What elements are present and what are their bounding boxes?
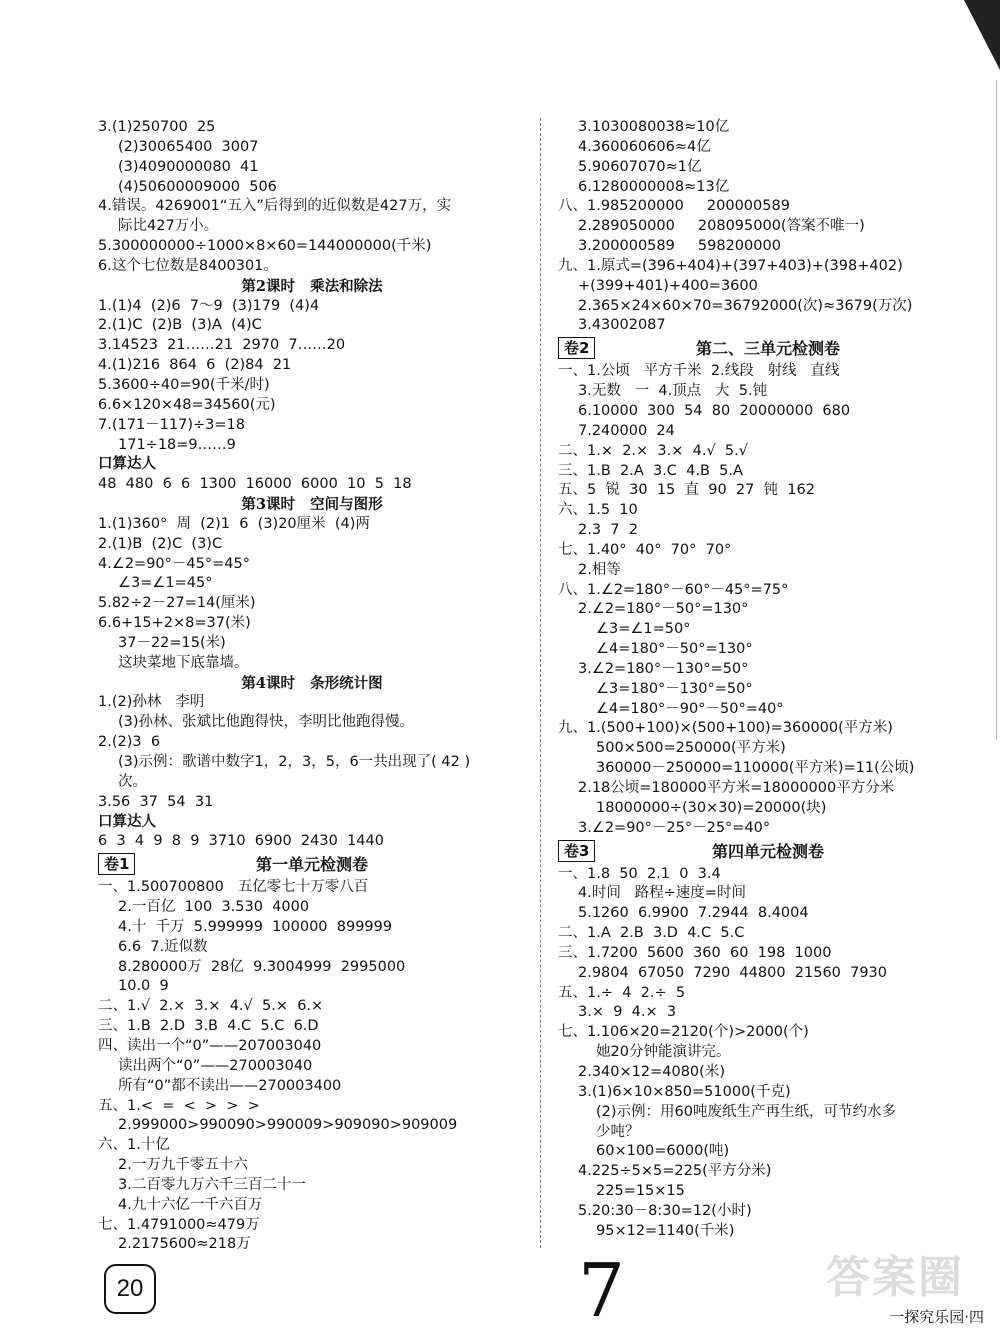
answer-line: 2.一百亿 100 3.530 4000 bbox=[118, 899, 310, 916]
answer-line: 2.289050000 208095000(答案不唯一) bbox=[578, 218, 865, 235]
answer-line: 6.10000 300 54 80 20000000 680 bbox=[578, 402, 851, 419]
watermark-logo bbox=[822, 1240, 992, 1312]
answer-line: 1.(2)孙林 李明 bbox=[98, 694, 205, 711]
answer-line: 60×100=6000(吨) bbox=[596, 1143, 730, 1160]
answer-line: 8.280000万 28亿 9.3004999 2995000 bbox=[118, 958, 406, 975]
answer-line: 3.43002087 bbox=[578, 317, 666, 334]
answer-line: 5.300000000÷1000×8×60=144000000(千米) bbox=[98, 238, 432, 255]
answer-line: 四、读出一个“0”——207003040 bbox=[98, 1037, 322, 1054]
answer-line: 5.90607070≈1亿 bbox=[578, 158, 702, 175]
page-corner-shadow bbox=[954, 0, 1000, 70]
section-label: 口算达人 bbox=[98, 456, 156, 473]
answer-line: 48 480 6 6 1300 16000 6000 10 5 18 bbox=[98, 476, 412, 493]
answer-line: 3.无数 一 4.顶点 大 5.钝 bbox=[578, 383, 768, 400]
answer-line: 2.(1)B (2)C (3)C bbox=[98, 535, 223, 552]
answer-line: 读出两个“0”——270003040 bbox=[118, 1057, 313, 1074]
answer-line: 三、1.B 2.D 3.B 4.C 5.C 6.D bbox=[98, 1018, 319, 1035]
answer-line: 2.一万九千零五十六 bbox=[118, 1157, 248, 1174]
answer-line: 八、1.∠2=180°－60°－45°=75° bbox=[558, 581, 789, 598]
unit-test-title: 第四单元检测卷 bbox=[711, 841, 824, 861]
answer-line: 八、1.985200000 200000589 bbox=[558, 198, 790, 215]
answer-line: 225=15×15 bbox=[596, 1183, 685, 1200]
unit-test-header bbox=[558, 839, 978, 865]
answer-line: (4)50600009000 506 bbox=[118, 178, 277, 195]
answer-line: 二、1.A 2.B 3.D 4.C 5.C bbox=[558, 925, 745, 942]
answer-line: 2.340×12=4080(米) bbox=[578, 1063, 725, 1080]
answer-line: 6.6×120×48=34560(元) bbox=[98, 396, 276, 413]
answer-line: 6.6+15+2×8=37(米) bbox=[98, 615, 251, 632]
answer-line: 三、1.B 2.A 3.C 4.B 5.A bbox=[558, 462, 743, 479]
answer-line: 3.二百零九万六千三百二十一 bbox=[118, 1176, 306, 1193]
answer-line: (2)示例：用60吨废纸生产再生纸，可节约水多 bbox=[596, 1103, 896, 1120]
answer-line: 一、1.500700800 五亿零七十万零八百 bbox=[98, 879, 369, 896]
answer-line: 际比427万小。 bbox=[118, 218, 219, 235]
answer-line: 18000000÷(30×30)=20000(块) bbox=[596, 799, 827, 816]
lesson-heading: 第3课时 空间与图形 bbox=[241, 496, 383, 514]
answer-line: 10.0 9 bbox=[118, 978, 169, 995]
answer-line: 次。 bbox=[118, 773, 147, 790]
answer-line: 3.× 9 4.× 3 bbox=[578, 1004, 677, 1021]
answer-line: 4.九十六亿一千六百万 bbox=[118, 1196, 263, 1213]
answer-line: 1.(1)360° 周 (2)1 6 (3)20厘米 (4)两 bbox=[98, 515, 370, 532]
answer-line: 4.时间 路程÷速度=时间 bbox=[578, 885, 746, 902]
answer-line: 3.(1)6×10×850=51000(千克) bbox=[578, 1083, 791, 1100]
answer-line: ∠4=180°－90°－50°=40° bbox=[596, 700, 784, 717]
answer-line: (2)30065400 3007 bbox=[118, 138, 259, 155]
unit-test-header bbox=[98, 852, 526, 878]
answer-line: +(399+401)+400=3600 bbox=[578, 277, 758, 294]
answer-line: 1.(1)4 (2)6 7～9 (3)179 (4)4 bbox=[98, 297, 320, 314]
answer-line: 2.∠2=180°－50°=130° bbox=[578, 601, 749, 618]
answer-line: 3.14523 21……21 2970 7……20 bbox=[98, 337, 346, 354]
answer-line: 2.相等 bbox=[578, 561, 621, 578]
answer-line: ∠4=180°－50°=130° bbox=[596, 641, 753, 658]
unit-test-title: 第一单元检测卷 bbox=[255, 855, 368, 875]
answer-line: 3.1030080038≈10亿 bbox=[578, 119, 730, 135]
unit-test-tag: 卷3 bbox=[558, 840, 595, 862]
answer-line: 4.360060606≈4亿 bbox=[578, 138, 711, 155]
answer-line: (3)4090000080 41 bbox=[118, 158, 259, 175]
answer-line: 2.18公顷=180000平方米=18000000平方分米 bbox=[578, 780, 895, 796]
answer-column-left bbox=[98, 118, 526, 1255]
answer-line: 5.3600÷40=90(千米/时) bbox=[98, 376, 270, 393]
answer-line: ∠3=∠1=50° bbox=[596, 621, 691, 638]
answer-line: 3.200000589 598200000 bbox=[578, 238, 781, 255]
unit-test-header bbox=[558, 336, 978, 362]
answer-line: (3)示例：歌谱中数字1，2，3，5，6一共出现了( 42 ) bbox=[118, 754, 471, 770]
answer-line: (3)孙林、张斌比他跑得快，李明比他跑得慢。 bbox=[118, 714, 415, 731]
answer-line: 2.(1)C (2)B (3)A (4)C bbox=[98, 317, 262, 334]
answer-line: 三、1.7200 5600 360 60 198 1000 bbox=[558, 944, 832, 961]
column-divider bbox=[540, 118, 541, 1248]
answer-line: 2.3 7 2 bbox=[578, 522, 638, 539]
answer-line: 7.(171－117)÷3=18 bbox=[98, 416, 245, 433]
answer-line: ∠3=180°－130°=50° bbox=[596, 680, 753, 697]
answer-line: 3.∠2=90°－25°－25°=40° bbox=[578, 819, 771, 836]
answer-line: 171÷18=9……9 bbox=[118, 436, 236, 453]
answer-line: 4.十 千万 5.999999 100000 899999 bbox=[118, 918, 393, 935]
answer-line: 九、1.原式=(396+404)+(397+403)+(398+402) bbox=[558, 257, 903, 274]
book-series-name: 一探究乐园·四 bbox=[889, 1308, 984, 1326]
answer-line: 2.365×24×60×70=36792000(次)≈3679(万次) bbox=[578, 297, 913, 314]
answer-line: 4.错误。4269001“五入”后得到的近似数是427万，实 bbox=[98, 198, 452, 215]
unit-test-tag: 卷2 bbox=[558, 337, 595, 359]
answer-line: 4.∠2=90°－45°=45° bbox=[98, 555, 250, 572]
answer-line: 360000－250000=110000(平方米)=11(公顷) bbox=[596, 760, 915, 777]
answer-line: 2.999000>990090>990009>909090>909009 bbox=[118, 1117, 458, 1134]
unit-test-title: 第二、三单元检测卷 bbox=[695, 339, 840, 359]
answer-line: 七、1.4791000≈479万 bbox=[98, 1216, 260, 1233]
answer-line: 五、1.< = < > > > bbox=[98, 1097, 260, 1114]
answer-line: 一、1.8 50 2.1 0 3.4 bbox=[558, 865, 721, 882]
answer-line: 6.这个七位数是8400301。 bbox=[98, 257, 278, 274]
unit-test-tag: 卷1 bbox=[98, 853, 135, 875]
lesson-heading: 第2课时 乘法和除法 bbox=[241, 277, 383, 295]
answer-line: 5.82÷2－27=14(厘米) bbox=[98, 595, 256, 612]
answer-line: 3.(1)250700 25 bbox=[98, 119, 216, 135]
answer-line: 500×500=250000(平方米) bbox=[596, 740, 786, 757]
answer-line: 六、1.5 10 bbox=[558, 502, 638, 519]
answer-line: 5.1260 6.9900 7.2944 8.4004 bbox=[578, 905, 809, 922]
answer-line: 少吨？ bbox=[596, 1123, 640, 1140]
answer-line: 七、1.106×20=2120(个)>2000(个) bbox=[558, 1024, 809, 1041]
answer-line: 五、1.÷ 4 2.÷ 5 bbox=[558, 984, 686, 1001]
lesson-heading: 第4课时 条形统计图 bbox=[241, 674, 383, 692]
answer-line: ∠3=∠1=45° bbox=[118, 575, 213, 592]
svg-text:答案圈: 答案圈 bbox=[826, 1252, 964, 1303]
answer-line: 2.9804 67050 7290 44800 21560 7930 bbox=[578, 964, 888, 981]
answer-line: 6.6 7.近似数 bbox=[118, 938, 208, 955]
answer-line: 4.225÷5×5=225(平方分米) bbox=[578, 1163, 772, 1180]
answer-line: 七、1.40° 40° 70° 70° bbox=[558, 541, 732, 558]
answer-line: 二、1.× 2.× 3.× 4.√ 5.√ bbox=[558, 442, 748, 459]
answer-line: 3.∠2=180°－130°=50° bbox=[578, 660, 749, 677]
answer-line: 二、1.√ 2.× 3.× 4.√ 5.× 6.× bbox=[98, 998, 324, 1015]
answer-line: 所有“0”都不读出——270003400 bbox=[118, 1077, 342, 1094]
answer-line: 95×12=1140(千米) bbox=[596, 1222, 735, 1239]
answer-line: 3.56 37 54 31 bbox=[98, 793, 214, 810]
answer-line: 六、1.十亿 bbox=[98, 1137, 170, 1154]
page-number: 20 bbox=[104, 1264, 156, 1314]
answer-line: 5.20:30－8:30=12(小时) bbox=[578, 1202, 752, 1219]
answer-line: 6 3 4 9 8 9 3710 6900 2430 1440 bbox=[98, 833, 384, 850]
answer-line: 6.1280000008≈13亿 bbox=[578, 178, 730, 195]
answer-line: 7.240000 24 bbox=[578, 422, 675, 439]
answer-line: 2.(2)3 6 bbox=[98, 734, 161, 751]
answer-line: 这块菜地下底靠墙。 bbox=[118, 654, 249, 671]
answer-line: 五、5 锐 30 15 直 90 27 钝 162 bbox=[558, 482, 815, 499]
answer-line: 九、1.(500+100)×(500+100)=360000(平方米) bbox=[558, 720, 893, 737]
answer-column-right bbox=[558, 118, 978, 1242]
answer-line: 2.2175600≈218万 bbox=[118, 1236, 251, 1253]
section-label: 口算达人 bbox=[98, 813, 156, 830]
answer-line: 37－22=15(米) bbox=[118, 634, 226, 651]
answer-line: 她20分钟能演讲完。 bbox=[596, 1044, 731, 1061]
page-edge-line bbox=[992, 80, 997, 740]
answer-line: 4.(1)216 864 6 (2)84 21 bbox=[98, 357, 292, 374]
answer-line: 一、1.公顷 平方千米 2.线段 射线 直线 bbox=[558, 363, 840, 380]
handwritten-mark: 7 bbox=[578, 1248, 626, 1334]
